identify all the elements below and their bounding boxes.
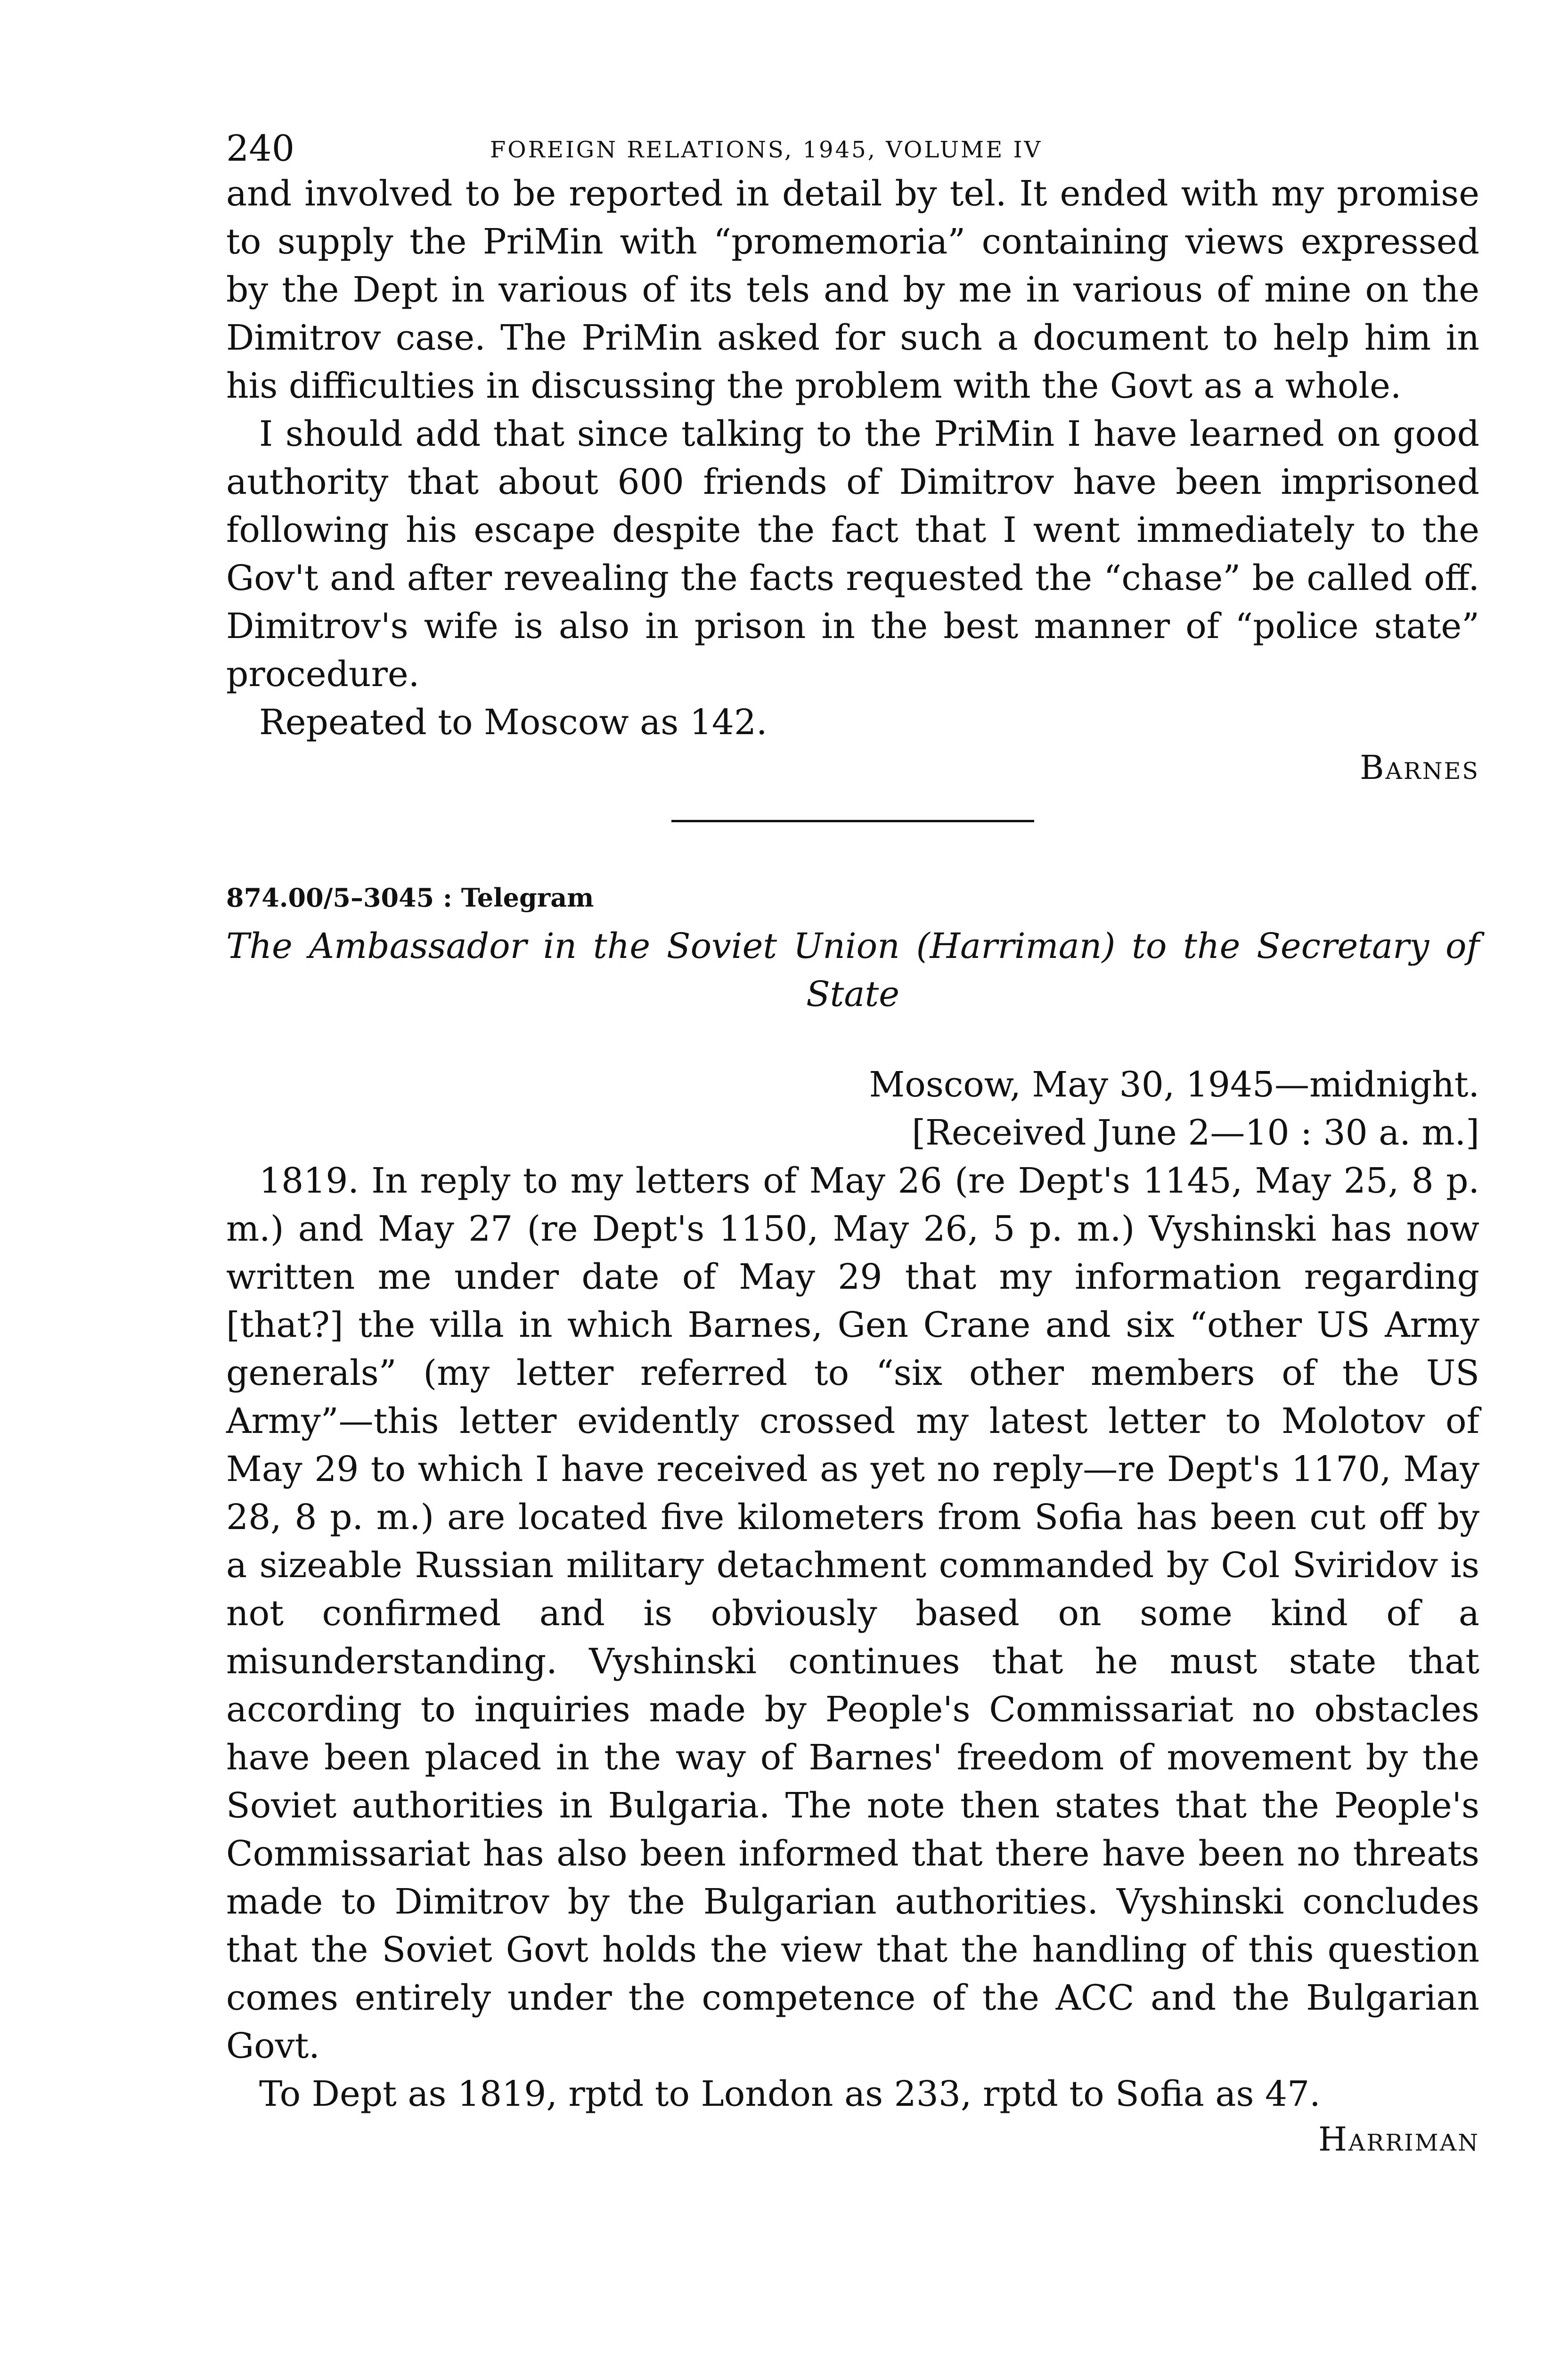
- continued-paragraph: and involved to be reported in detail by tel. It ended with my promise to supply the PriMin with “promemoria” containing views expressed by the Dept in various of its tels and by me in various of mine on the Dimitrov case. The PriMin asked for such a document to help him in his difficulties in discussing the problem with the Govt as a whole.: [226, 173, 1479, 406]
- repeat-note: Repeated to Moscow as 142.: [259, 702, 768, 743]
- signature-harriman: Harriman: [1318, 2120, 1479, 2159]
- document-title: The Ambassador in the Soviet Union (Harriman) to the Secretary of State: [226, 926, 1479, 1014]
- dateline: Moscow, May 30, 1945—midnight.: [869, 1064, 1479, 1105]
- document-page: [226, 108, 1479, 2323]
- dateline-block: [226, 1061, 1479, 1157]
- page-number: 240: [226, 127, 295, 169]
- section-divider: [671, 820, 1034, 822]
- running-title: FOREIGN RELATIONS, 1945, VOLUME IV: [490, 137, 1043, 163]
- file-reference: 874.00/5–3045 : Telegram: [226, 883, 594, 913]
- received-line: [Received June 2—10 : 30 a. m.]: [912, 1113, 1479, 1153]
- signature-barnes: Barnes: [1360, 748, 1479, 787]
- body-paragraph: I should add that since talking to the PriMin I have learned on good authority that about 600 friends of Dimitrov have been imprisoned following his escape despite the fact that I went immediately to the Gov't and after revealing the facts requested the “chase” be called off. Dimitrov's wife is also in prison in the best manner of “police state” procedure.: [226, 414, 1479, 695]
- running-head: [226, 108, 1479, 170]
- telegram-body: 1819. In reply to my letters of May 26 (re Dept's 1145, May 25, 8 p. m.) and May 27 (re Dept's 1150, May 26, 5 p. m.) Vyshinski has now written me under date of May 29 that my information regarding [that?] the villa in which Barnes, Gen Crane and six “other US Army generals” (my letter referred to “six other members of the US Army”—this letter evidently crossed my latest letter to Molotov of May 29 to which I have received as yet no reply—re Dept's 1170, May 28, 8 p. m.) are located five kilometers from Sofia has been cut off by a sizeable Russian military detachment commanded by Col Sviridov is not confirmed and is obviously based on some kind of a misunderstanding. Vyshinski continues that he must state that according to inquiries made by People's Commissariat no obstacles have been placed in the way of Barnes' freedom of movement by the Soviet authorities in Bulgaria. The note then states that the People's Commissariat has also been informed that there have been no threats made to Dimitrov by the Bulgarian authorities. Vyshinski concludes that the Soviet Govt holds the view that the handling of this question comes entirely under the competence of the ACC and the Bulgarian Govt.: [226, 1161, 1479, 2066]
- routing-note: To Dept as 1819, rptd to London as 233, rptd to Sofia as 47.: [259, 2074, 1321, 2114]
